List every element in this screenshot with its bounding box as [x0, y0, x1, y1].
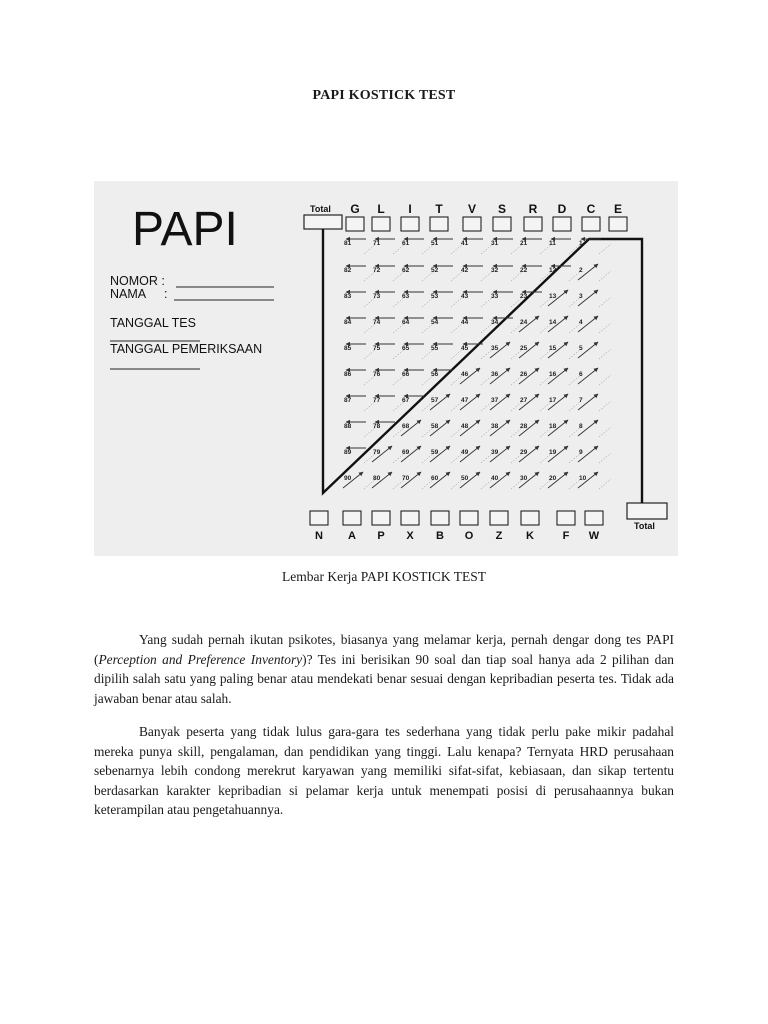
grid-number: 4: [579, 319, 583, 326]
top-letter: G: [350, 202, 360, 216]
grid-number: 29: [520, 449, 528, 456]
grid-number: 79: [373, 449, 381, 456]
grid-guide-line: [599, 401, 611, 411]
grid-number: 10: [579, 475, 587, 482]
total-bottom-box: [627, 503, 667, 519]
grid-number: 37: [491, 397, 499, 404]
paragraph-1-part2: )? Tes ini berisikan 90 soal dan tiap soal hanya ada 2 pilihan dan dipilih salah satu yang paling benar atau mendekati benar sesuai dengan kepribadian peserta tes. Tidak ada jawaban benar atau salah.: [94, 651, 674, 706]
bottom-letter: A: [348, 530, 356, 542]
top-letter: C: [586, 202, 596, 216]
grid-number: 32: [491, 267, 499, 274]
grid-number: 13: [549, 293, 557, 300]
bottom-letter: B: [436, 530, 444, 542]
grid-layer: [343, 239, 611, 489]
grid-guide-line: [599, 323, 611, 333]
grid-number: 47: [461, 397, 469, 404]
grid-number: 2: [579, 267, 583, 274]
grid-number: 3: [579, 293, 583, 300]
bottom-letter-box: [585, 511, 603, 525]
grid-number: 67: [402, 397, 410, 404]
bottom-letter: W: [588, 530, 600, 542]
grid-number: 14: [549, 319, 557, 326]
bottom-letter-box: [401, 511, 419, 525]
grid-number: 76: [373, 371, 381, 378]
grid-number: 25: [520, 345, 528, 352]
paragraph-1: [94, 630, 674, 708]
grid-number: 63: [402, 293, 410, 300]
grid-number: 35: [491, 345, 499, 352]
grid-guide-line: [599, 479, 611, 489]
grid-number: 30: [520, 475, 528, 482]
grid-number: 81: [344, 240, 352, 247]
grid-number: 50: [461, 475, 469, 482]
grid-number: 69: [402, 449, 410, 456]
grid-number: 8: [579, 423, 583, 430]
total-bottom-label: Total: [634, 521, 655, 531]
grid-number: 18: [549, 423, 557, 430]
grid-number: 53: [431, 293, 439, 300]
grid-number: 55: [431, 345, 439, 352]
grid-number: 52: [431, 267, 439, 274]
bottom-letter-box: [490, 511, 508, 525]
grid-number: 62: [402, 267, 410, 274]
grid-guide-line: [599, 297, 611, 307]
top-letter: L: [377, 202, 385, 216]
grid-number: 23: [520, 293, 528, 300]
document-title: PAPI KOSTICK TEST: [312, 88, 456, 103]
grid-guide-line: [599, 349, 611, 359]
paragraph-1-emphasis: Perception and Preference Inventory: [98, 651, 303, 667]
top-letter: S: [497, 202, 507, 216]
grid-number: 61: [402, 240, 410, 247]
grid-frame: [323, 229, 642, 503]
grid-number: 11: [549, 240, 556, 247]
top-letter-box: [524, 217, 542, 231]
grid-number: 89: [344, 449, 352, 456]
grid-number: 58: [431, 423, 439, 430]
bottom-letter-box: [460, 511, 478, 525]
grid-number: 20: [549, 475, 557, 482]
paragraph-1-part1: Yang sudah pernah ikutan psikotes, biasanya yang melamar kerja, pernah dengar dong tes PAPI (: [94, 632, 674, 667]
grid-number: 83: [344, 293, 352, 300]
grid-number: 48: [461, 423, 469, 430]
bottom-letter: X: [406, 530, 414, 542]
bottom-letter-box: [372, 511, 390, 525]
grid-number: 85: [344, 345, 352, 352]
top-letter: T: [435, 202, 443, 216]
grid-guide-line: [599, 453, 611, 463]
grid-number: 24: [520, 319, 528, 326]
grid-number: 73: [373, 293, 381, 300]
grid-number: 34: [491, 319, 499, 326]
bottom-letter: P: [377, 530, 385, 542]
grid-number: 39: [491, 449, 499, 456]
grid-number: 45: [461, 345, 469, 352]
figure-caption: Lembar Kerja PAPI KOSTICK TEST: [282, 569, 486, 584]
nama-colon: :: [164, 287, 168, 301]
total-top-label: Total: [310, 204, 331, 214]
top-letter: R: [528, 202, 538, 216]
grid-number: 78: [373, 423, 381, 430]
grid-number: 27: [520, 397, 528, 404]
grid-number: 15: [549, 345, 557, 352]
grid-number: 43: [461, 293, 469, 300]
grid-number: 1: [579, 240, 583, 247]
grid-number: 46: [461, 371, 469, 378]
bottom-letter-box: [310, 511, 328, 525]
grid-guide-line: [599, 427, 611, 437]
grid-number: 6: [579, 371, 583, 378]
grid-number: 22: [520, 267, 528, 274]
tanggal-tes-label: TANGGAL TES: [110, 316, 196, 330]
grid-number: 60: [431, 475, 439, 482]
bottom-letter: K: [526, 530, 534, 542]
grid-number: 88: [344, 423, 352, 430]
top-letter-box: [553, 217, 571, 231]
grid-number: 84: [344, 319, 352, 326]
grid-number: 54: [431, 319, 439, 326]
paragraph-2: Banyak peserta yang tidak lulus gara-gara tes sederhana yang tidak perlu pake mikir padahal mereka punya skill, pengalaman, dan pendidikan yang tinggi. Lalu kenapa? Ternyata HRD perusahaan sebenarnya lebih condong merekrut karyawan yang memiliki sifat-sifat, kebiasaan, dan sikap tertentu berdasarkan karakter kepribadian si pelamar kerja untuk menempati posisi di perusahaannya bukan keterampilan atau pengetahuannya.: [94, 724, 674, 817]
grid-number: 70: [402, 475, 410, 482]
grid-number: 87: [344, 397, 352, 404]
grid-number: 57: [431, 397, 439, 404]
tanggal-pemeriksaan-label: TANGGAL PEMERIKSAAN: [110, 342, 263, 356]
nomor-label: NOMOR :: [110, 274, 165, 288]
grid-guide-line: [599, 271, 611, 281]
grid-number: 41: [461, 240, 469, 247]
top-letter: E: [613, 202, 623, 216]
bottom-letter-box: [431, 511, 449, 525]
grid-number: 21: [520, 240, 528, 247]
bottom-letter: N: [315, 530, 323, 542]
grid-number: 51: [431, 240, 439, 247]
grid-number: 66: [402, 371, 410, 378]
grid-number: 65: [402, 345, 410, 352]
top-letter: I: [408, 202, 412, 216]
grid-number: 77: [373, 397, 381, 404]
top-letter-box: [493, 217, 511, 231]
grid-number: 19: [549, 449, 557, 456]
bottom-letter-box: [521, 511, 539, 525]
top-letter-box: [430, 217, 448, 231]
papi-worksheet-figure: [94, 181, 678, 556]
grid-number: 38: [491, 423, 499, 430]
bottom-letter: Z: [495, 530, 503, 542]
grid-number: 42: [461, 267, 469, 274]
grid-number: 64: [402, 319, 410, 326]
grid-number: 74: [373, 319, 381, 326]
grid-number: 72: [373, 267, 381, 274]
bottom-letter-box: [343, 511, 361, 525]
grid-number: 56: [431, 371, 439, 378]
grid-number: 40: [491, 475, 499, 482]
bottom-letter-box: [557, 511, 575, 525]
grid-number: 31: [491, 240, 499, 247]
bottom-letter: O: [464, 530, 474, 542]
nama-label: NAMA: [110, 287, 147, 301]
top-letter: V: [467, 202, 477, 216]
papi-worksheet-svg: [94, 181, 678, 556]
grid-guide-line: [599, 244, 611, 254]
top-letter-box: [609, 217, 627, 231]
papi-logo: PAPI: [132, 203, 238, 256]
grid-number: 86: [344, 371, 352, 378]
grid-number: 9: [579, 449, 583, 456]
grid-number: 80: [373, 475, 381, 482]
total-top-box: [304, 215, 342, 229]
top-letter-box: [582, 217, 600, 231]
grid-number: 49: [461, 449, 469, 456]
grid-number: 17: [549, 397, 557, 404]
grid-number: 5: [579, 345, 583, 352]
grid-number: 26: [520, 371, 528, 378]
grid-number: 44: [461, 319, 469, 326]
grid-number: 75: [373, 345, 381, 352]
grid-number: 82: [344, 267, 352, 274]
grid-number: 71: [373, 240, 381, 247]
grid-number: 33: [491, 293, 499, 300]
top-letter-box: [346, 217, 364, 231]
bottom-letter: F: [562, 530, 570, 542]
top-letter-box: [372, 217, 390, 231]
grid-number: 68: [402, 423, 410, 430]
grid-number: 28: [520, 423, 528, 430]
grid-number: 36: [491, 371, 499, 378]
top-letter-box: [463, 217, 481, 231]
grid-guide-line: [599, 375, 611, 385]
grid-number: 90: [344, 475, 352, 482]
grid-number: 12: [549, 267, 557, 274]
top-letter-box: [401, 217, 419, 231]
top-letter: D: [557, 202, 567, 216]
grid-number: 59: [431, 449, 439, 456]
grid-number: 7: [579, 397, 583, 404]
grid-number: 16: [549, 371, 557, 378]
